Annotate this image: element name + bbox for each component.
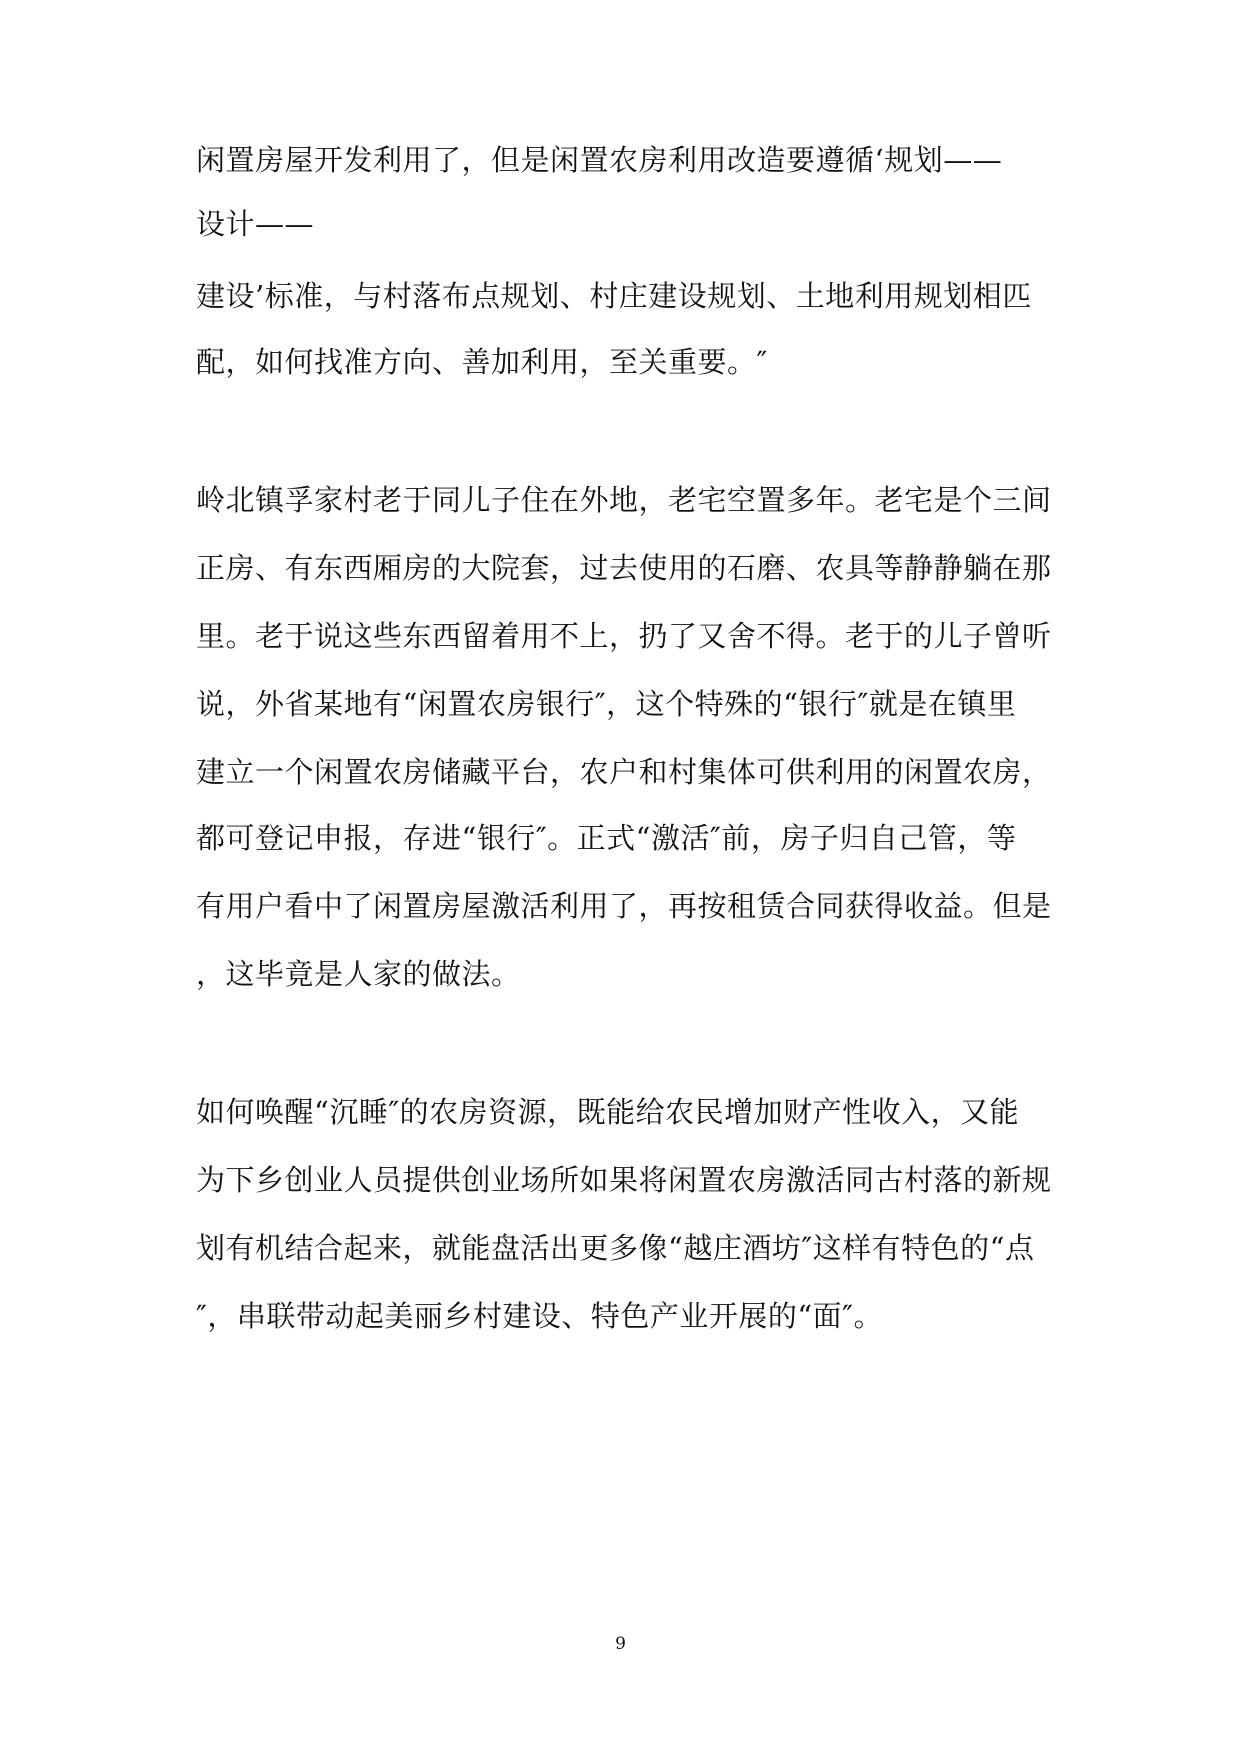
text-line: 划有机结合起来，就能盘活出更多像“越庄酒坊″这样有特色的“点	[196, 1231, 1035, 1265]
text-line: 正房、有东西厢房的大院套，过去使用的石磨、农具等静静躺在那	[196, 551, 1052, 585]
text-line: 配，如何找准方向、善加利用，至关重要。″	[196, 345, 768, 379]
text-line: 建立一个闲置农房储藏平台，农户和村集体可供利用的闲置农房，	[196, 755, 1052, 789]
text-line: 岭北镇孚家村老于同儿子住在外地，老宅空置多年。老宅是个三间	[196, 483, 1052, 517]
text-line: 如何唤醒“沉睡″的农房资源，既能给农民增加财产性收入，又能	[196, 1095, 1020, 1129]
text-line: 建设’标准，与村落布点规划、村庄建设规划、土地利用规划相匹	[196, 279, 1032, 313]
text-line: ，这毕竟是人家的做法。	[196, 957, 521, 991]
text-line: 闲置房屋开发利用了，但是闲置农房利用改造要遵循‘规划——	[196, 143, 1003, 177]
text-line: 设计——	[196, 207, 315, 241]
text-line: 有用户看中了闲置房屋激活利用了，再按租赁合同获得收益。但是	[196, 889, 1052, 923]
text-line: 里。老于说这些东西留着用不上，扔了又舍不得。老于的儿子曾听	[196, 619, 1052, 653]
page-number: 9	[615, 1634, 626, 1654]
text-line: 说，外省某地有“闲置农房银行″，这个特殊的“银行″就是在镇里	[196, 687, 1017, 721]
text-line: 都可登记申报，存进“银行″。正式“激活″前，房子归自己管，等	[196, 821, 1017, 855]
text-line: ″，串联带动起美丽乡村建设、特色产业开展的“面″。	[196, 1299, 883, 1333]
text-line: 为下乡创业人员提供创业场所如果将闲置农房激活同古村落的新规	[196, 1163, 1052, 1197]
